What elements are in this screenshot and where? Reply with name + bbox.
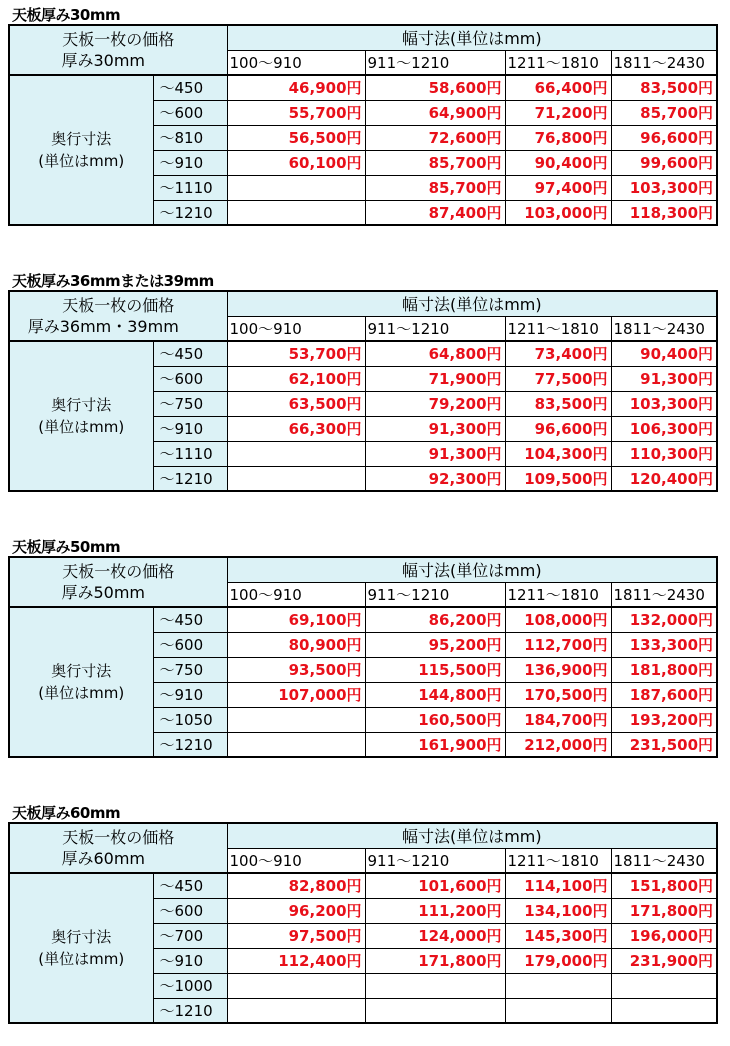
price-cell: 85,700円 xyxy=(365,150,505,175)
price-cell: 71,900円 xyxy=(365,366,505,391)
depth-label-title: 奥行寸法 xyxy=(51,130,112,148)
price-table xyxy=(8,822,718,1024)
price-cell: 196,000円 xyxy=(611,923,717,948)
corner-thickness: 厚み36mm・39mm xyxy=(27,317,179,336)
depth-range: 〜1210 xyxy=(153,466,227,491)
price-cell: 187,600円 xyxy=(611,682,717,707)
corner-thickness: 厚み50mm xyxy=(61,583,146,602)
width-range-header: 100〜910 xyxy=(227,316,365,341)
width-range-header: 1811〜2430 xyxy=(611,582,717,607)
price-cell: 160,500円 xyxy=(365,707,505,732)
price-cell: 118,300円 xyxy=(611,200,717,225)
price-cell: 112,700円 xyxy=(505,632,611,657)
price-cell: 109,500円 xyxy=(505,466,611,491)
depth-range: 〜1000 xyxy=(153,973,227,998)
price-cell: 171,800円 xyxy=(365,948,505,973)
corner-title: 天板一枚の価格 xyxy=(62,296,175,315)
price-cell: 96,600円 xyxy=(505,416,611,441)
price-cell: 99,600円 xyxy=(611,150,717,175)
price-cell: 212,000円 xyxy=(505,732,611,757)
price-cell: 73,400円 xyxy=(505,341,611,366)
price-cell: 184,700円 xyxy=(505,707,611,732)
price-cell: 171,800円 xyxy=(611,898,717,923)
depth-label-unit: (単位はmm) xyxy=(38,950,125,968)
price-cell: 161,900円 xyxy=(365,732,505,757)
corner-title: 天板一枚の価格 xyxy=(62,30,175,49)
empty-price-cell xyxy=(365,998,505,1023)
width-header: 幅寸法(単位はmm) xyxy=(227,25,717,50)
depth-label-title: 奥行寸法 xyxy=(51,396,112,414)
price-cell: 97,400円 xyxy=(505,175,611,200)
price-table xyxy=(8,24,718,226)
price-cell: 86,200円 xyxy=(365,607,505,632)
corner-header xyxy=(9,25,227,75)
depth-label-title: 奥行寸法 xyxy=(51,928,112,946)
price-cell: 193,200円 xyxy=(611,707,717,732)
section-title: 天板厚み50mm xyxy=(12,538,121,556)
price-cell: 79,200円 xyxy=(365,391,505,416)
price-cell: 103,300円 xyxy=(611,175,717,200)
depth-label xyxy=(9,607,153,757)
depth-range: 〜1210 xyxy=(153,998,227,1023)
price-cell: 91,300円 xyxy=(611,366,717,391)
price-cell: 87,400円 xyxy=(365,200,505,225)
empty-price-cell xyxy=(365,973,505,998)
price-cell: 64,800円 xyxy=(365,341,505,366)
empty-price-cell xyxy=(227,707,365,732)
price-cell: 80,900円 xyxy=(227,632,365,657)
price-cell: 151,800円 xyxy=(611,873,717,898)
price-cell: 104,300円 xyxy=(505,441,611,466)
price-cell: 72,600円 xyxy=(365,125,505,150)
price-cell: 76,800円 xyxy=(505,125,611,150)
price-cell: 66,300円 xyxy=(227,416,365,441)
price-cell: 133,300円 xyxy=(611,632,717,657)
width-range-header: 1811〜2430 xyxy=(611,848,717,873)
price-cell: 58,600円 xyxy=(365,75,505,100)
width-range-header: 1811〜2430 xyxy=(611,50,717,75)
depth-label-title: 奥行寸法 xyxy=(51,662,112,680)
price-cell: 115,500円 xyxy=(365,657,505,682)
depth-range: 〜910 xyxy=(153,682,227,707)
empty-price-cell xyxy=(611,973,717,998)
price-cell: 66,400円 xyxy=(505,75,611,100)
empty-price-cell xyxy=(227,998,365,1023)
corner-header xyxy=(9,823,227,873)
table-row xyxy=(9,607,717,632)
width-range-header: 100〜910 xyxy=(227,582,365,607)
price-cell: 82,800円 xyxy=(227,873,365,898)
table-row xyxy=(9,873,717,898)
header-row xyxy=(9,25,717,50)
price-cell: 101,600円 xyxy=(365,873,505,898)
corner-header xyxy=(9,291,227,341)
width-range-header: 100〜910 xyxy=(227,50,365,75)
price-cell: 132,000円 xyxy=(611,607,717,632)
empty-price-cell xyxy=(505,998,611,1023)
price-cell: 91,300円 xyxy=(365,441,505,466)
section-title: 天板厚み60mm xyxy=(12,804,121,822)
price-cell: 134,100円 xyxy=(505,898,611,923)
width-range-header: 1811〜2430 xyxy=(611,316,717,341)
depth-range: 〜750 xyxy=(153,657,227,682)
price-cell: 145,300円 xyxy=(505,923,611,948)
price-cell: 124,000円 xyxy=(365,923,505,948)
width-header: 幅寸法(単位はmm) xyxy=(227,291,717,316)
empty-price-cell xyxy=(611,998,717,1023)
price-cell: 90,400円 xyxy=(611,341,717,366)
width-range-header: 1211〜1810 xyxy=(505,50,611,75)
depth-range: 〜1110 xyxy=(153,175,227,200)
price-table xyxy=(8,556,718,758)
header-row xyxy=(9,291,717,316)
depth-range: 〜910 xyxy=(153,150,227,175)
price-cell: 55,700円 xyxy=(227,100,365,125)
depth-label-unit: (単位はmm) xyxy=(38,418,125,436)
price-cell: 120,400円 xyxy=(611,466,717,491)
price-cell: 93,500円 xyxy=(227,657,365,682)
depth-range: 〜450 xyxy=(153,607,227,632)
price-cell: 64,900円 xyxy=(365,100,505,125)
depth-label xyxy=(9,873,153,1023)
depth-range: 〜1210 xyxy=(153,732,227,757)
price-cell: 92,300円 xyxy=(365,466,505,491)
empty-price-cell xyxy=(227,441,365,466)
depth-range: 〜1110 xyxy=(153,441,227,466)
price-cell: 179,000円 xyxy=(505,948,611,973)
corner-title: 天板一枚の価格 xyxy=(62,828,175,847)
price-cell: 85,700円 xyxy=(611,100,717,125)
price-cell: 111,200円 xyxy=(365,898,505,923)
price-cell: 231,500円 xyxy=(611,732,717,757)
price-cell: 136,900円 xyxy=(505,657,611,682)
price-cell: 63,500円 xyxy=(227,391,365,416)
price-cell: 83,500円 xyxy=(611,75,717,100)
empty-price-cell xyxy=(227,466,365,491)
width-range-header: 911〜1210 xyxy=(365,582,505,607)
section-title: 天板厚み36mmまたは39mm xyxy=(12,272,214,290)
price-cell: 83,500円 xyxy=(505,391,611,416)
price-cell: 96,600円 xyxy=(611,125,717,150)
depth-label-unit: (単位はmm) xyxy=(38,152,125,170)
price-cell: 53,700円 xyxy=(227,341,365,366)
header-row xyxy=(9,823,717,848)
price-cell: 46,900円 xyxy=(227,75,365,100)
width-range-header: 911〜1210 xyxy=(365,848,505,873)
price-cell: 71,200円 xyxy=(505,100,611,125)
empty-price-cell xyxy=(227,732,365,757)
depth-range: 〜450 xyxy=(153,341,227,366)
depth-range: 〜1210 xyxy=(153,200,227,225)
price-cell: 96,200円 xyxy=(227,898,365,923)
price-cell: 107,000円 xyxy=(227,682,365,707)
width-header: 幅寸法(単位はmm) xyxy=(227,823,717,848)
price-cell: 62,100円 xyxy=(227,366,365,391)
depth-range: 〜750 xyxy=(153,391,227,416)
width-range-header: 911〜1210 xyxy=(365,316,505,341)
depth-range: 〜450 xyxy=(153,75,227,100)
corner-title: 天板一枚の価格 xyxy=(62,562,175,581)
price-cell: 90,400円 xyxy=(505,150,611,175)
table-row xyxy=(9,75,717,100)
price-cell: 106,300円 xyxy=(611,416,717,441)
price-cell: 60,100円 xyxy=(227,150,365,175)
depth-range: 〜910 xyxy=(153,416,227,441)
price-cell: 97,500円 xyxy=(227,923,365,948)
depth-range: 〜910 xyxy=(153,948,227,973)
price-cell: 108,000円 xyxy=(505,607,611,632)
price-cell: 231,900円 xyxy=(611,948,717,973)
depth-range: 〜600 xyxy=(153,366,227,391)
width-range-header: 1211〜1810 xyxy=(505,848,611,873)
price-cell: 110,300円 xyxy=(611,441,717,466)
empty-price-cell xyxy=(227,973,365,998)
price-cell: 170,500円 xyxy=(505,682,611,707)
depth-range: 〜600 xyxy=(153,632,227,657)
width-range-header: 100〜910 xyxy=(227,848,365,873)
depth-range: 〜600 xyxy=(153,898,227,923)
price-cell: 69,100円 xyxy=(227,607,365,632)
corner-thickness: 厚み30mm xyxy=(61,51,146,70)
header-row xyxy=(9,557,717,582)
depth-range: 〜1050 xyxy=(153,707,227,732)
price-cell: 114,100円 xyxy=(505,873,611,898)
depth-label xyxy=(9,75,153,225)
width-range-header: 1211〜1810 xyxy=(505,582,611,607)
price-cell: 103,300円 xyxy=(611,391,717,416)
width-range-header: 1211〜1810 xyxy=(505,316,611,341)
corner-thickness: 厚み60mm xyxy=(61,849,146,868)
depth-range: 〜600 xyxy=(153,100,227,125)
section-title: 天板厚み30mm xyxy=(12,6,121,24)
price-cell: 77,500円 xyxy=(505,366,611,391)
price-cell: 181,800円 xyxy=(611,657,717,682)
depth-label xyxy=(9,341,153,491)
empty-price-cell xyxy=(227,200,365,225)
depth-range: 〜450 xyxy=(153,873,227,898)
corner-header xyxy=(9,557,227,607)
price-cell: 112,400円 xyxy=(227,948,365,973)
price-cell: 85,700円 xyxy=(365,175,505,200)
price-cell: 56,500円 xyxy=(227,125,365,150)
depth-range: 〜700 xyxy=(153,923,227,948)
depth-label-unit: (単位はmm) xyxy=(38,684,125,702)
empty-price-cell xyxy=(505,973,611,998)
depth-range: 〜810 xyxy=(153,125,227,150)
price-table xyxy=(8,290,718,492)
width-range-header: 911〜1210 xyxy=(365,50,505,75)
table-row xyxy=(9,341,717,366)
price-cell: 144,800円 xyxy=(365,682,505,707)
price-cell: 91,300円 xyxy=(365,416,505,441)
price-cell: 103,000円 xyxy=(505,200,611,225)
price-cell: 95,200円 xyxy=(365,632,505,657)
empty-price-cell xyxy=(227,175,365,200)
width-header: 幅寸法(単位はmm) xyxy=(227,557,717,582)
